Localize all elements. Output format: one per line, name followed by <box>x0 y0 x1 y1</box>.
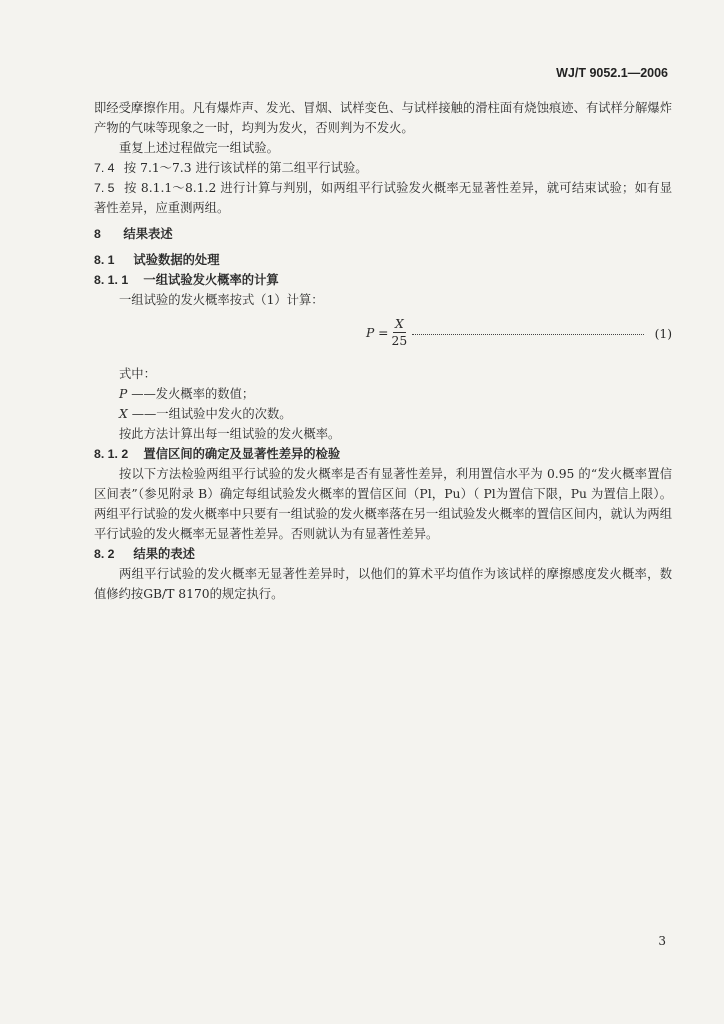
formula-1 <box>94 316 672 360</box>
page-body <box>94 98 672 604</box>
fraction-denominator: 25 <box>391 334 408 348</box>
formula-expression <box>366 316 407 349</box>
clause-7-5 <box>94 178 672 218</box>
section-title: 试验数据的处理 <box>133 253 220 267</box>
section-title: 一组试验发火概率的计算 <box>143 273 279 287</box>
section-8-2-heading <box>94 544 672 564</box>
section-8-1-heading <box>94 250 672 270</box>
clause-text: 按 8.1.1～8.1.2 进行计算与判别，如两组平行试验发火概率无显著性差异，就可结束试验；如有显著性差异，应重测两组。 <box>94 181 672 215</box>
fraction <box>392 316 408 349</box>
standard-code-header: WJ/T 9052.1—2006 <box>556 66 668 80</box>
section-number: 8. 1 <box>94 253 115 267</box>
fraction-numerator: X <box>394 317 404 331</box>
calc-note: 按此方法计算出每一组试验的发火概率。 <box>119 427 341 441</box>
section-8-heading <box>94 224 672 244</box>
formula-intro: 一组试验的发火概率按式（1）计算： <box>119 293 324 307</box>
symbol-p: P <box>119 387 128 401</box>
where-p <box>94 384 672 404</box>
paragraph-repeat: 重复上述过程做完一组试验。 <box>119 141 279 155</box>
section-number: 8. 2 <box>94 547 115 561</box>
section-title: 置信区间的确定及显著性差异的检验 <box>143 447 341 461</box>
clause-number: 7. 4 <box>94 161 115 175</box>
dot-leader <box>412 328 644 335</box>
where-label: 式中： <box>119 367 156 381</box>
section-title: 结果的表述 <box>133 547 195 561</box>
paragraph-result-expression: 两组平行试验的发火概率无显著性差异时，以他们的算术平均值作为该试样的摩擦感度发火概率，数值修约按GB/T 8170的规定执行。 <box>94 567 672 601</box>
section-number: 8. 1. 1 <box>94 273 129 287</box>
equation-number: (1) <box>654 327 672 341</box>
symbol-p-desc: ——发火概率的数值； <box>131 387 255 401</box>
section-title: 结果表述 <box>123 227 173 241</box>
clause-text: 按 7.1～7.3 进行该试样的第二组平行试验。 <box>123 161 368 175</box>
section-number: 8. 1. 2 <box>94 447 129 461</box>
section-8-1-1-heading <box>94 270 672 290</box>
symbol-x: X <box>119 407 128 421</box>
paragraph-fire-criteria: 即经受摩擦作用。凡有爆炸声、发光、冒烟、试样变色、与试样接触的滑柱面有烧蚀痕迹、有试样分解爆炸产物的气味等现象之一时，均判为发火，否则判为不发火。 <box>94 101 672 135</box>
symbol-x-desc: ——一组试验中发火的次数。 <box>131 407 292 421</box>
where-x <box>94 404 672 424</box>
clause-number: 7. 5 <box>94 181 115 195</box>
formula-lhs: P = <box>366 325 389 340</box>
section-number: 8 <box>94 227 101 241</box>
paragraph-confidence-interval: 按以下方法检验两组平行试验的发火概率是否有显著性差异，利用置信水平为 0.95 的“发火概率置信区间表”（参见附录 B）确定每组试验发火概率的置信区间（Pl，Pu）（ Pl为置信下限，Pu 为置信上限）。两组平行试验的发火概率中只要有一组试验的发火概率落在另一组试验发火概率的置信区间内，就认为两组平行试验的发火概率无显著性差异。否则就认为有显著性差异。 <box>94 467 672 541</box>
section-8-1-2-heading <box>94 444 672 464</box>
page-number: 3 <box>658 934 666 948</box>
clause-7-4 <box>94 158 672 178</box>
